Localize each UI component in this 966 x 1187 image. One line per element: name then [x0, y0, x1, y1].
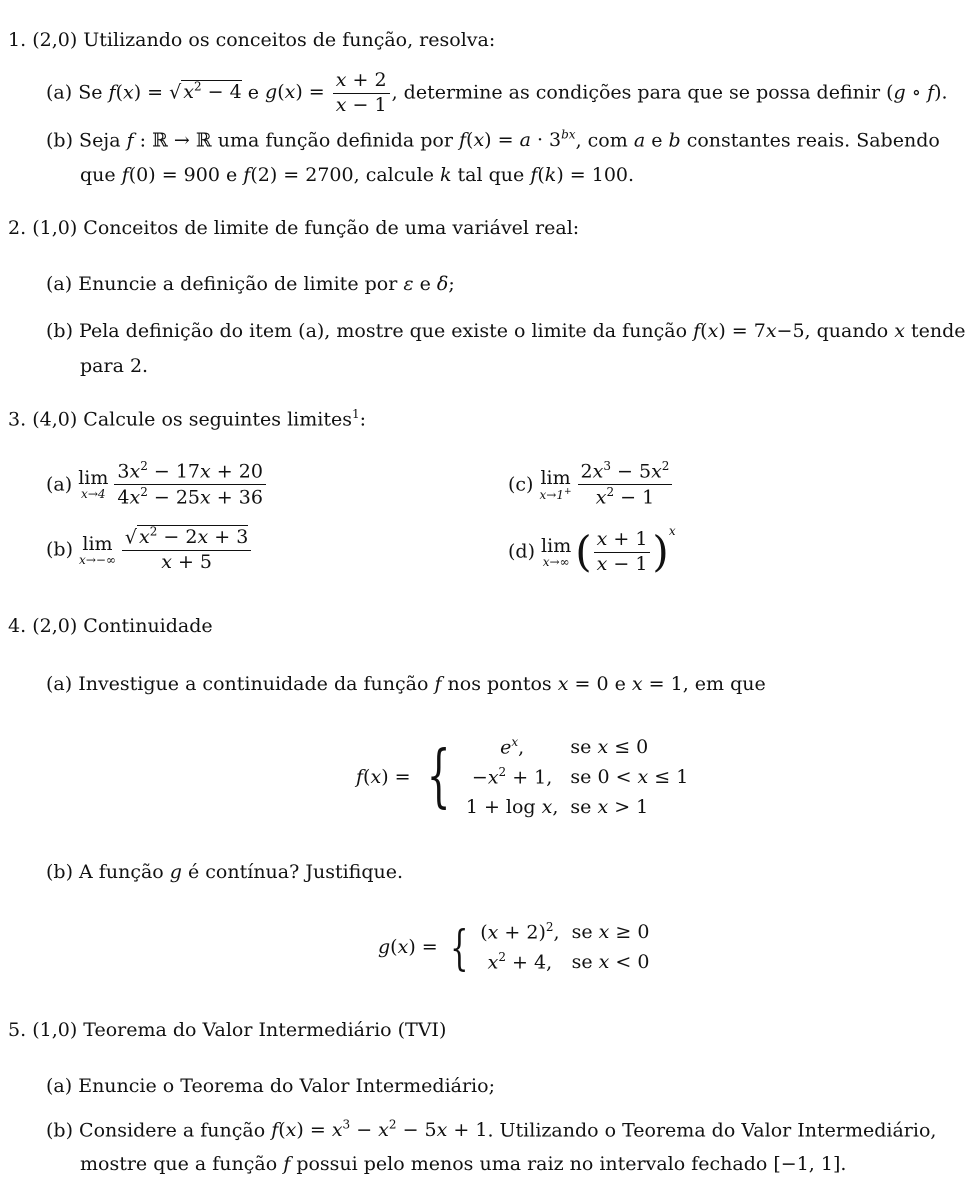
q3-title: Calcule os seguintes limites — [83, 408, 352, 431]
q4-score: (2,0) — [32, 615, 78, 637]
q3b-label: (b) — [46, 538, 73, 561]
q5-title: Teorema do Valor Intermediário (TVI) — [83, 1019, 447, 1041]
q2a-and: e — [419, 273, 431, 295]
q1a-composition: (g ∘ f). — [886, 81, 948, 104]
q4a-label: (a) — [46, 673, 73, 695]
q1b-text1: Seja — [79, 129, 121, 152]
q5-score: (1,0) — [32, 1019, 78, 1041]
q4a-se-2: se — [570, 765, 592, 788]
q5a-text: Enuncie o Teorema do Valor Intermediário; — [78, 1075, 495, 1097]
q4a-text2: nos pontos — [447, 673, 552, 695]
question-3-header — [8, 407, 366, 432]
q2a-delta: δ — [436, 273, 449, 295]
q5b-label: (b) — [46, 1119, 73, 1142]
q1-number: 1. — [8, 29, 27, 51]
q5b-interval: [−1, 1]. — [773, 1153, 847, 1175]
q1b-line2c: , calcule — [353, 164, 434, 186]
q5-number: 5. — [8, 1019, 27, 1041]
q5b-text1: Considere a função — [79, 1119, 266, 1142]
q3c-item: (c) lim x→1+ $\frac{2x^3 - 5x^2}{x^2 - 1}$ — [508, 460, 674, 509]
q1a-pre: Se — [78, 81, 103, 104]
q2b-text2: , quando — [804, 320, 889, 342]
q2b-text1: Pela definição do item (a), mostre que existe o limite da função — [79, 320, 688, 342]
q4b-item: (b) A função g é contínua? Justifique. — [46, 861, 404, 883]
q1a-and: e — [247, 81, 259, 104]
q1b-line2a: que — [80, 164, 116, 186]
q3-number: 3. — [8, 408, 27, 431]
q2-title: Conceitos de limite de função de uma variável real: — [83, 217, 580, 239]
q3b-item: (b) lim x→−∞ $\frac{√ x^2 - 2x + 3}{x + 5}$ — [46, 526, 253, 574]
q1b-formula: $f(x) = a \cdot 3^{bx}$ — [458, 128, 576, 152]
q3-colon: : — [359, 408, 366, 431]
q1b-line1: (b) Seja f : ℝ → ℝ uma função definida por $f(x) = a \cdot 3^{bx}$, com a e b constantes reais. Sabendo — [46, 128, 940, 152]
q1-score: (2,0) — [32, 29, 78, 51]
q3-score: (4,0) — [32, 408, 78, 431]
q1b-text5: constantes reais. Sabendo — [686, 129, 940, 152]
q2b-text3: tende — [911, 320, 966, 342]
q1b-text3: , com — [575, 129, 628, 152]
q2a-label: (a) — [46, 273, 73, 295]
q1b-text4: e — [651, 129, 663, 152]
q4b-label: (b) — [46, 861, 73, 883]
q3a-item: (a) lim x→4 $\frac{3x^2 - 17x + 20}{4x^2 - 25x + 36}$ — [46, 460, 268, 509]
q5b-formula: $f(x) = x^3 - x^2 - 5x + 1$ — [271, 1118, 488, 1142]
q1a-item — [46, 70, 948, 117]
q2-score: (1,0) — [32, 217, 78, 239]
q1b-line2b: e — [225, 164, 238, 186]
question-1-header — [8, 28, 495, 53]
q3d-item: (d) lim x→∞ ( $\frac{x + 1}{x - 1}$ )$^x$ — [508, 524, 676, 576]
q4a-piecewise: f(x) = { $e^x$, se x ≤ 0 $-x^2 + 1$, se 0 < x ≤ 1 1 + log x, se x > 1 — [356, 735, 689, 818]
q1b-text2: uma função definida por — [217, 129, 453, 152]
q4a-item: (a) Investigue a continuidade da função f nos pontos x = 0 e x = 1, em que — [46, 673, 766, 695]
q3a-label: (a) — [46, 473, 73, 496]
q5a-label: (a) — [46, 1075, 73, 1097]
q3c-label: (c) — [508, 473, 534, 496]
q2a-eps: ε — [403, 273, 414, 295]
q4a-text3: e — [614, 673, 626, 695]
q1a-post: , determine as condições para que se possa definir — [391, 81, 881, 104]
q1b-domain: f — [126, 129, 134, 152]
q4a-text4: , em que — [682, 673, 766, 695]
q4b-piecewise: g(x) = { $(x + 2)^2$, se x ≥ 0 $x^2 + 4$, se x < 0 — [378, 919, 650, 976]
q4-number: 4. — [8, 615, 27, 637]
q4b-text: A função — [79, 861, 164, 883]
q5b-line1 — [46, 1118, 936, 1143]
q3d-label: (d) — [508, 540, 535, 563]
q2a-item — [46, 272, 455, 297]
q4-title: Continuidade — [83, 615, 213, 637]
q5b-line2: mostre que a função f possui pelo menos uma raiz no intervalo fechado [−1, 1]. — [80, 1153, 847, 1175]
q2b-line2: para 2. — [80, 355, 149, 377]
question-5-header — [8, 1018, 446, 1043]
q5b-line2b: possui pelo menos uma raiz no intervalo fechado — [296, 1153, 768, 1175]
q4a-se-3: se — [570, 795, 592, 818]
question-4-header — [8, 614, 213, 639]
q2a-end: ; — [448, 273, 455, 295]
q5b-text2: . Utilizando o Teorema do Valor Intermediário, — [487, 1119, 937, 1142]
q2a-text: Enuncie a definição de limite por — [78, 273, 398, 295]
q4a-se-1: se — [570, 736, 592, 759]
q2b-formula: f(x) = 7x−5 — [693, 320, 805, 342]
q1a-g-formula: g(x) = $\frac{x + 2}{x - 1}$ — [265, 81, 392, 103]
q4b-se-2: se — [571, 950, 593, 973]
q1a-f-formula: f(x) = √ $x^2 - 4$ — [108, 80, 242, 104]
q1-title: Utilizando os conceitos de função, resolva: — [83, 29, 496, 51]
q3-footnote: 1 — [351, 407, 360, 421]
q4b-text2: é contínua? Justifique. — [188, 861, 404, 883]
q1b-line2d: tal que — [457, 164, 525, 186]
q2b-line1: (b) Pela definição do item (a), mostre que existe o limite da função f(x) = 7x−5, quando x tende — [46, 320, 966, 342]
q5b-line2: mostre que a função — [80, 1153, 278, 1175]
q4a-text: Investigue a continuidade da função — [78, 673, 429, 695]
q2b-label: (b) — [46, 320, 73, 342]
q2-number: 2. — [8, 217, 27, 239]
q4b-se-1: se — [571, 921, 593, 944]
q1b-label: (b) — [46, 129, 73, 152]
question-2-header — [8, 216, 579, 241]
q5a-item — [46, 1074, 495, 1099]
q1b-line2: que f(0) = 900 e f(2) = 2700, calcule k tal que f(k) = 100. — [80, 164, 635, 186]
q1a-label: (a) — [46, 81, 73, 104]
